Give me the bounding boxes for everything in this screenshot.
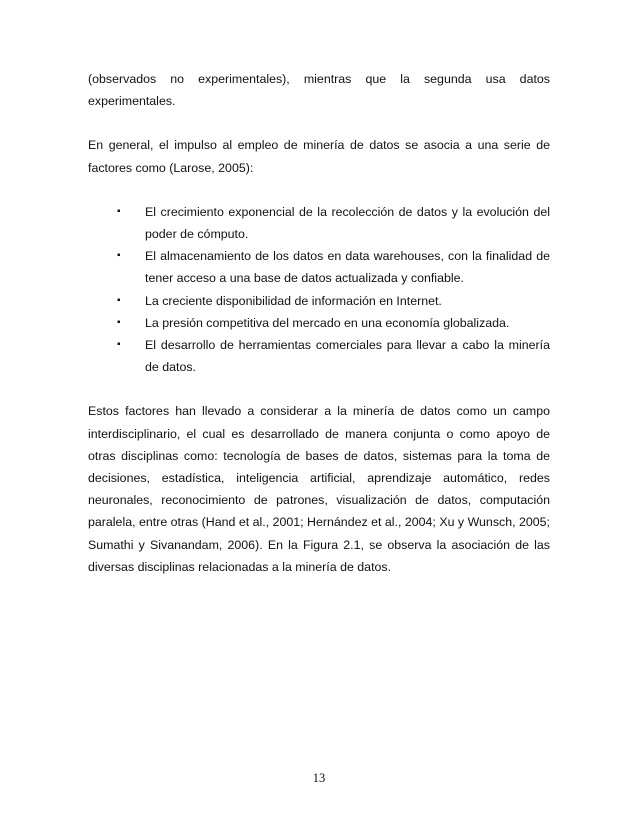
list-item-text: El crecimiento exponencial de la recolección de datos y la evolución del poder de cómputo. [145, 204, 550, 242]
square-bullet-icon: ▪ [117, 294, 121, 306]
factors-list [88, 201, 550, 379]
page-body [88, 68, 550, 600]
square-bullet-icon: ▪ [117, 316, 121, 328]
square-bullet-icon: ▪ [117, 205, 121, 217]
page-number: 13 [312, 771, 326, 785]
square-bullet-icon: ▪ [117, 339, 121, 351]
list-item [88, 312, 550, 334]
paragraph-factors-intro: En general, el impulso al empleo de minería de datos se asocia a una serie de factores como (Larose, 2005): [88, 138, 550, 175]
list-item-text: La creciente disponibilidad de información en Internet. [145, 293, 442, 308]
list-item [88, 334, 550, 378]
list-item-text: El desarrollo de herramientas comerciales para llevar a cabo la minería de datos. [145, 338, 550, 375]
list-item [88, 290, 550, 312]
list-item-text: La presión competitiva del mercado en una economía globalizada. [145, 315, 510, 330]
square-bullet-icon: ▪ [117, 250, 121, 262]
list-item-text: El almacenamiento de los datos en data warehouses, con la finalidad de tener acceso a una base de datos actualizada y confiable. [145, 249, 550, 286]
list-item [88, 201, 550, 245]
list-item [88, 245, 550, 289]
paragraph-closing: Estos factores han llevado a considerar a la minería de datos como un campo interdisciplinario, el cual es desarrollado de manera conjunta o como apoyo de otras disciplinas como: tecnología de bases de datos, sistemas para la toma de decisiones, estadística, inteligencia artificial, aprendizaje automático, redes neuronales, reconocimiento de patrones, visualización de datos, computación paralela, entre otras (Hand et al., 2001; Hernández et al., 2004; Xu y Wunsch, 2005; Sumathi y Sivanandam, 2006). En la Figura 2.1, se observa la asociación de las diversas disciplinas relacionadas a la minería de datos. [88, 404, 550, 574]
paragraph-intro-continuation: (observados no experimentales), mientras que la segunda usa datos experimentales. [88, 72, 550, 109]
